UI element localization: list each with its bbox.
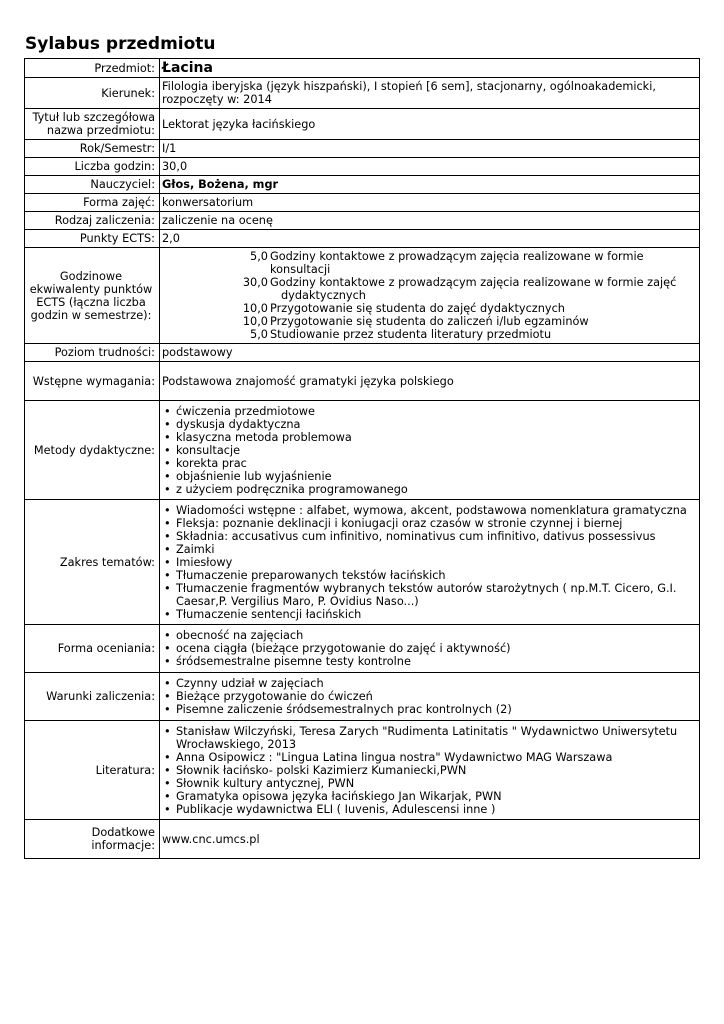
list-item: • Zaimki <box>162 543 697 556</box>
additional-value: www.cnc.umcs.pl <box>160 820 700 859</box>
ects-hours-list <box>160 248 700 344</box>
row-prerequisites <box>25 362 700 401</box>
list-item: • objaśnienie lub wyjaśnienie <box>162 470 697 483</box>
list-item: • Fleksja: poznanie deklinacji i koniugacji oraz czasów w stronie czynnej i biernej <box>162 517 697 530</box>
list-item: • Słownik kultury antycznej, PWN <box>162 777 697 790</box>
literature-list <box>162 725 697 816</box>
conditions-label: Warunki zaliczenia: <box>25 673 160 721</box>
credit-type-value: zaliczenie na ocenę <box>160 212 700 230</box>
row-literature <box>25 721 700 820</box>
row-hours <box>25 158 700 176</box>
ects-hours-num: 5,0 <box>250 250 268 263</box>
list-item: • ćwiczenia przedmiotowe <box>162 405 697 418</box>
hours-value: 30,0 <box>160 158 700 176</box>
row-additional <box>25 820 700 859</box>
list-item: • Wiadomości wstępne : alfabet, wymowa, akcent, podstawowa nomenklatura gramatyczna <box>162 504 697 517</box>
list-item: • Bieżące przygotowanie do ćwiczeń <box>162 690 697 703</box>
ects-hours-label: Godzinowe ekwiwalenty punktów ECTS (łączna liczba godzin w semestrze): <box>25 248 160 344</box>
row-year-semester <box>25 140 700 158</box>
row-class-form <box>25 194 700 212</box>
conditions-list <box>162 677 697 716</box>
class-form-value: konwersatorium <box>160 194 700 212</box>
ects-hours-desc: Godziny kontaktowe z prowadzącym zajęcia realizowane w formie zajęć <box>270 276 677 289</box>
ects-hours-desc: Przygotowanie się studenta do zajęć dydaktycznych <box>270 302 565 315</box>
row-topics <box>25 500 700 625</box>
credit-type-label: Rodzaj zaliczenia: <box>25 212 160 230</box>
ects-hours-num: 30,0 <box>242 276 268 289</box>
list-item: • Tłumaczenie preparowanych tekstów łacińskich <box>162 569 697 582</box>
list-item: • Czynny udział w zajęciach <box>162 677 697 690</box>
ects-hours-desc: Godziny kontaktowe z prowadzącym zajęcia realizowane w formie konsultacji <box>270 250 644 276</box>
hours-label: Liczba godzin: <box>25 158 160 176</box>
list-item: • ocena ciągła (bieżące przygotowanie do zajęć i aktywność) <box>162 642 697 655</box>
list-item: • Stanisław Wilczyński, Teresa Zarych "Rudimenta Latinitatis " Wydawnictwo Uniwersytetu Wrocławskiego, 2013 <box>162 725 697 751</box>
direction-label: Kierunek: <box>25 78 160 109</box>
subject-label: Przedmiot: <box>25 59 160 78</box>
year-semester-label: Rok/Semestr: <box>25 140 160 158</box>
course-title-label: Tytuł lub szczegółowa nazwa przedmiotu: <box>25 109 160 140</box>
list-item: • Tłumaczenie sentencji łacińskich <box>162 608 697 621</box>
ects-value: 2,0 <box>160 230 700 248</box>
ects-hours-item <box>162 328 697 341</box>
row-direction <box>25 78 700 109</box>
methods-label: Metody dydaktyczne: <box>25 401 160 500</box>
list-item: • dyskusja dydaktyczna <box>162 418 697 431</box>
list-item: • obecność na zajęciach <box>162 629 697 642</box>
row-ects <box>25 230 700 248</box>
list-item: • z użyciem podręcznika programowanego <box>162 483 697 496</box>
list-item: • Publikacje wydawnictwa ELI ( Iuvenis, Adulescensi inne ) <box>162 803 697 816</box>
methods-list <box>162 405 697 496</box>
list-item: • śródsemestralne pisemne testy kontrolne <box>162 655 697 668</box>
row-grading <box>25 625 700 673</box>
direction-value: Filologia iberyjska (język hiszpański), I stopień [6 sem], stacjonarny, ogólnoakademicki, rozpoczęty w: 2014 <box>160 78 700 109</box>
row-course-title <box>25 109 700 140</box>
page-title: Sylabus przedmiotu <box>25 34 216 54</box>
list-item: • korekta prac <box>162 457 697 470</box>
list-item: • Słownik łacińsko- polski Kazimierz Kumaniecki,PWN <box>162 764 697 777</box>
class-form-label: Forma zajęć: <box>25 194 160 212</box>
ects-hours-item <box>162 302 697 315</box>
ects-hours-item <box>162 250 697 276</box>
syllabus-table <box>24 58 700 859</box>
list-item: • konsultacje <box>162 444 697 457</box>
prerequisites-label: Wstępne wymagania: <box>25 362 160 401</box>
ects-hours-item <box>162 276 697 302</box>
ects-hours-num: 10,0 <box>242 302 268 315</box>
course-title-value: Lektorat języka łacińskiego <box>160 109 700 140</box>
difficulty-value: podstawowy <box>160 344 700 362</box>
topics-list <box>162 504 697 621</box>
additional-label: Dodatkowe informacje: <box>25 820 160 859</box>
ects-hours-item <box>162 315 697 328</box>
list-item: • Anna Osipowicz : "Lingua Latina lingua nostra" Wydawnictwo MAG Warszawa <box>162 751 697 764</box>
ects-hours-desc: Przygotowanie się studenta do zaliczeń i/lub egzaminów <box>270 315 589 328</box>
row-subject <box>25 59 700 78</box>
row-methods <box>25 401 700 500</box>
list-item: • Tłumaczenie fragmentów wybranych tekstów autorów starożytnych ( np.M.T. Cicero, G.I. Caesar,P. Vergilius Maro, P. Ovidius Naso...) <box>162 582 697 608</box>
topics-label: Zakres tematów: <box>25 500 160 625</box>
row-teacher <box>25 176 700 194</box>
ects-hours-num: 10,0 <box>242 315 268 328</box>
difficulty-label: Poziom trudności: <box>25 344 160 362</box>
list-item: • Pisemne zaliczenie śródsemestralnych prac kontrolnych (2) <box>162 703 697 716</box>
row-difficulty <box>25 344 700 362</box>
grading-list <box>162 629 697 668</box>
row-credit-type <box>25 212 700 230</box>
ects-label: Punkty ECTS: <box>25 230 160 248</box>
list-item: • klasyczna metoda problemowa <box>162 431 697 444</box>
ects-hours-desc: Studiowanie przez studenta literatury przedmiotu <box>270 328 552 341</box>
year-semester-value: I/1 <box>160 140 700 158</box>
prerequisites-value: Podstawowa znajomość gramatyki języka polskiego <box>160 362 700 401</box>
literature-label: Literatura: <box>25 721 160 820</box>
grading-label: Forma oceniania: <box>25 625 160 673</box>
list-item: • Imiesłowy <box>162 556 697 569</box>
row-conditions <box>25 673 700 721</box>
teacher-label: Nauczyciel: <box>25 176 160 194</box>
list-item: • Składnia: accusativus cum infinitivo, nominativus cum infinitivo, dativus possessivus <box>162 530 697 543</box>
ects-hours-desc-cont: dydaktycznych <box>281 289 366 302</box>
ects-hours-num: 5,0 <box>250 328 268 341</box>
list-item: • Gramatyka opisowa języka łacińskiego Jan Wikarjak, PWN <box>162 790 697 803</box>
row-ects-hours <box>25 248 700 344</box>
subject-value: Łacina <box>160 59 700 78</box>
teacher-value: Głos, Bożena, mgr <box>160 176 700 194</box>
